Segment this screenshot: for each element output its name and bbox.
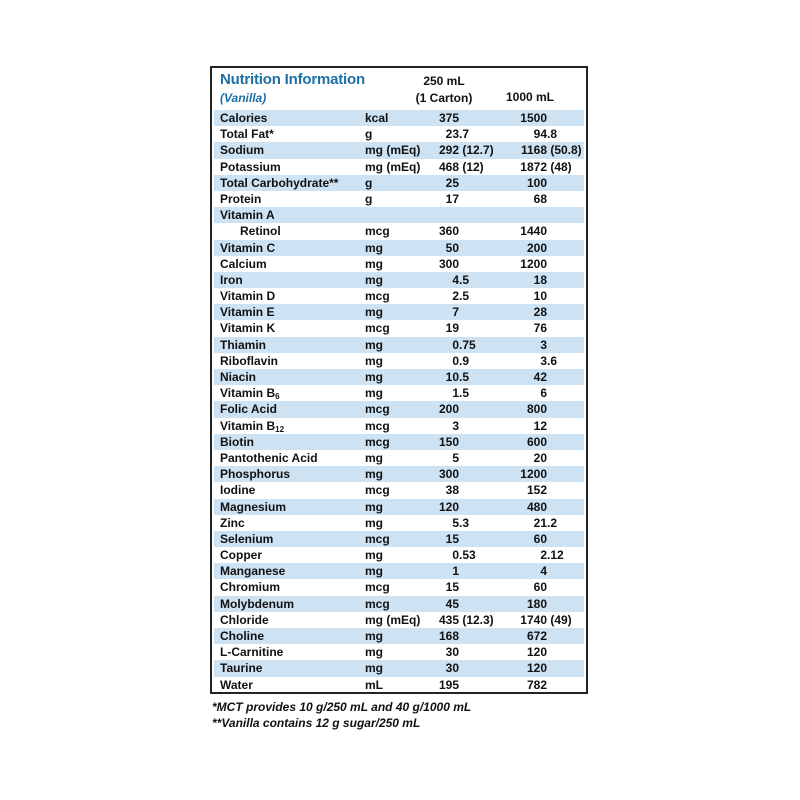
- unit-cell: mg (mEq): [365, 159, 421, 174]
- value-1000ml: 94 .8: [533, 127, 558, 142]
- value-250ml: 30: [445, 661, 459, 676]
- table-row: [214, 207, 584, 223]
- value-1000ml: 120: [526, 645, 547, 660]
- unit-cell: mcg: [365, 483, 390, 498]
- nutrient-label: Pantothenic Acid: [220, 450, 318, 465]
- nutrient-label: Calories: [220, 111, 268, 125]
- table-row: [214, 515, 584, 531]
- value-1000ml: 672: [526, 629, 547, 643]
- nutrient-label: Magnesium: [220, 499, 287, 514]
- table-row: [214, 304, 584, 320]
- value-250ml: 3: [452, 418, 459, 433]
- value-250ml: 23 .7: [445, 127, 470, 142]
- nutrient-label: Chloride: [220, 612, 269, 627]
- table-title: Nutrition Information: [220, 71, 365, 88]
- unit-cell: mg: [365, 661, 383, 676]
- unit-cell: g: [365, 127, 373, 142]
- value-1000ml: 800: [526, 402, 547, 417]
- nutrient-label: Folic Acid: [220, 402, 277, 417]
- table-row: [214, 418, 584, 434]
- value-250ml: 1 .5: [452, 386, 470, 401]
- table-row: [214, 353, 584, 369]
- nutrient-label: Chromium: [220, 580, 280, 595]
- nutrient-label: Sodium: [220, 143, 264, 158]
- value-1000ml: 18: [533, 272, 547, 287]
- table-row: [214, 240, 584, 256]
- value-1000ml: 68: [533, 191, 547, 206]
- value-250ml: 300: [438, 256, 459, 271]
- value-250ml: 4 .5: [452, 272, 470, 287]
- value-250ml: 50: [445, 240, 459, 255]
- unit-cell: mcg: [365, 321, 390, 336]
- nutrient-label: Vitamin E: [220, 305, 275, 320]
- unit-cell: mg: [365, 256, 383, 271]
- value-250ml: 5 .3: [452, 515, 470, 530]
- table-row: [214, 499, 584, 515]
- nutrient-label: Biotin: [220, 434, 254, 449]
- value-250ml: 300: [438, 467, 459, 482]
- value-1000ml: 600: [526, 434, 547, 449]
- value-1000ml: 782: [526, 677, 547, 692]
- nutrient-label: Potassium: [220, 159, 281, 174]
- unit-cell: mcg: [365, 596, 390, 611]
- value-1000ml: 21 .2: [533, 515, 558, 530]
- unit-cell: mg (mEq): [365, 612, 421, 627]
- table-row: [214, 401, 584, 417]
- value-1000ml: 6: [540, 386, 547, 401]
- unit-cell: mcg: [365, 289, 390, 304]
- value-250ml: 200: [438, 402, 459, 417]
- unit-cell: mg: [365, 370, 383, 384]
- table-row: [214, 677, 584, 693]
- value-250ml: 1: [452, 564, 459, 579]
- unit-cell: mg: [365, 548, 383, 563]
- value-250ml: 435 (12.3): [438, 612, 494, 627]
- column-header-250ml-carton: (1 Carton): [415, 91, 473, 105]
- table-row: [214, 531, 584, 547]
- value-250ml: 19: [445, 321, 459, 336]
- column-header-1000ml: 1000 mL: [505, 90, 555, 104]
- unit-cell: mg: [365, 645, 383, 660]
- value-1000ml: 1500: [520, 111, 547, 125]
- column-header-250ml-volume: 250 mL: [423, 74, 465, 88]
- unit-cell: mcg: [365, 224, 390, 239]
- nutrient-label: Vitamin $B_{12}$: [220, 418, 285, 434]
- nutrient-label: Iron: [220, 272, 243, 287]
- value-250ml: 150: [438, 434, 459, 449]
- table-row: [214, 563, 584, 579]
- table-row: [214, 369, 584, 385]
- unit-cell: mg: [365, 450, 383, 465]
- footnote-sugar: **Vanilla contains 12 g sugar/250 mL: [212, 716, 421, 730]
- unit-cell: mg: [365, 629, 383, 643]
- nutrient-label: Copper: [220, 548, 262, 563]
- table-row: [214, 288, 584, 304]
- value-1000ml: 1200: [520, 256, 547, 271]
- value-250ml: 45: [445, 596, 459, 611]
- value-1000ml: 3: [540, 337, 547, 352]
- nutrient-label: Vitamin K: [220, 321, 276, 336]
- value-1000ml: 3 .6: [540, 353, 558, 368]
- table-row: [214, 450, 584, 466]
- nutrient-label: Total Fat*: [220, 127, 274, 142]
- value-250ml: 0 .53: [452, 548, 476, 563]
- value-250ml: 2 .5: [452, 289, 470, 304]
- nutrient-label: Vitamin D: [220, 289, 276, 304]
- unit-cell: mg: [365, 499, 383, 514]
- unit-cell: mg: [365, 564, 383, 579]
- unit-cell: mg: [365, 305, 383, 320]
- table-row: [214, 579, 584, 595]
- table-row: [214, 644, 584, 660]
- unit-cell: mL: [365, 677, 383, 692]
- unit-cell: mcg: [365, 434, 390, 449]
- table-row: [214, 660, 584, 676]
- table-row: [214, 482, 584, 498]
- value-1000ml: 1168 (50.8): [520, 143, 582, 158]
- table-row: [214, 191, 584, 207]
- nutrient-label: Vitamin $B_6$: [220, 386, 280, 402]
- unit-cell: mg: [365, 272, 383, 287]
- unit-cell: mg: [365, 386, 383, 401]
- table-row: [214, 434, 584, 450]
- value-1000ml: 12: [533, 418, 547, 433]
- table-row: [214, 126, 584, 142]
- value-1000ml: 1872 (48): [520, 159, 572, 174]
- unit-cell: mg: [365, 467, 383, 482]
- table-row: [214, 596, 584, 612]
- footnote-mct: *MCT provides 10 g/250 mL and 40 g/1000 mL: [212, 700, 472, 714]
- value-250ml: 17: [445, 191, 459, 206]
- footnotes: [212, 699, 471, 731]
- table-row: [214, 320, 584, 336]
- nutrient-label: Total Carbohydrate**: [220, 175, 339, 190]
- nutrient-label: Thiamin: [220, 337, 267, 352]
- table-row: [214, 547, 584, 563]
- nutrient-label: Water: [220, 677, 253, 692]
- nutrient-label: Protein: [220, 191, 262, 206]
- value-250ml: 292 (12.7): [438, 143, 494, 158]
- unit-cell: mcg: [365, 531, 390, 546]
- nutrient-label: Zinc: [220, 515, 245, 530]
- nutrient-label: Molybdenum: [220, 596, 294, 611]
- table-row: [214, 612, 584, 628]
- value-250ml: 15: [445, 531, 459, 546]
- nutrient-label: Retinol: [240, 224, 281, 239]
- value-1000ml: 42: [533, 370, 547, 384]
- value-1000ml: 1200: [520, 467, 547, 482]
- value-250ml: 0 .9: [452, 353, 470, 368]
- nutrient-label: Riboflavin: [220, 353, 279, 368]
- value-1000ml: 28: [533, 305, 547, 320]
- value-1000ml: 180: [526, 596, 547, 611]
- nutrient-label: Iodine: [220, 483, 256, 498]
- unit-cell: mcg: [365, 418, 390, 433]
- value-1000ml: 200: [526, 240, 547, 255]
- unit-cell: mg: [365, 515, 383, 530]
- nutrient-label: Taurine: [220, 661, 263, 676]
- nutrient-label: Calcium: [220, 256, 267, 271]
- nutrient-label: Manganese: [220, 564, 286, 579]
- nutrient-label-subscript: 6: [275, 392, 280, 402]
- value-1000ml: 1740 (49): [520, 612, 572, 627]
- nutrient-label: Choline: [220, 629, 264, 643]
- table-body: [214, 110, 584, 693]
- table-row: [214, 110, 584, 126]
- nutrient-label: Vitamin C: [220, 240, 276, 255]
- unit-cell: mg: [365, 240, 383, 255]
- table-header: [214, 70, 584, 110]
- value-1000ml: 60: [533, 531, 547, 546]
- value-250ml: 10 .5: [445, 370, 470, 384]
- value-250ml: 7: [452, 305, 459, 320]
- unit-cell: mcg: [365, 402, 390, 417]
- table-subtitle-flavor: (Vanilla): [220, 91, 267, 105]
- unit-cell: kcal: [365, 111, 389, 125]
- value-1000ml: 4: [540, 564, 547, 579]
- value-250ml: 25: [445, 175, 459, 190]
- value-1000ml: 2 .12: [540, 548, 564, 563]
- value-250ml: 195: [438, 677, 459, 692]
- unit-cell: g: [365, 175, 373, 190]
- table-row: [214, 337, 584, 353]
- table-row: [214, 142, 584, 158]
- table-row: [214, 159, 584, 175]
- value-1000ml: 60: [533, 580, 547, 595]
- table-row: [214, 628, 584, 644]
- value-250ml: 38: [445, 483, 459, 498]
- nutrient-label: Phosphorus: [220, 467, 291, 482]
- table-row: [214, 175, 584, 191]
- value-250ml: 360: [438, 224, 459, 239]
- nutrient-label: Selenium: [220, 531, 274, 546]
- nutrient-label: Vitamin A: [220, 208, 275, 223]
- table-row: [214, 223, 584, 239]
- unit-cell: mg (mEq): [365, 143, 421, 158]
- unit-cell: mg: [365, 353, 383, 368]
- nutrient-label: L-Carnitine: [220, 645, 284, 660]
- table-row: [214, 272, 584, 288]
- value-250ml: 30: [445, 645, 459, 660]
- value-1000ml: 20: [533, 450, 547, 465]
- table-row: [214, 466, 584, 482]
- table-row: [214, 385, 584, 401]
- unit-cell: g: [365, 191, 373, 206]
- unit-cell: mcg: [365, 580, 390, 595]
- nutrient-label: Niacin: [220, 370, 257, 384]
- value-1000ml: 100: [526, 175, 547, 190]
- value-250ml: 468 (12): [438, 159, 484, 174]
- value-250ml: 15: [445, 580, 459, 595]
- value-1000ml: 10: [533, 289, 547, 304]
- value-250ml: 120: [438, 499, 459, 514]
- table-row: [214, 256, 584, 272]
- value-1000ml: 152: [526, 483, 547, 498]
- value-250ml: 168: [438, 629, 459, 643]
- value-250ml: 5: [452, 450, 459, 465]
- value-1000ml: 1440: [520, 224, 547, 239]
- nutrition-table: [210, 66, 588, 694]
- value-1000ml: 480: [526, 499, 547, 514]
- value-1000ml: 120: [526, 661, 547, 676]
- unit-cell: mg: [365, 337, 383, 352]
- nutrient-label-subscript: 12: [275, 424, 285, 434]
- value-1000ml: 76: [533, 321, 547, 336]
- value-250ml: 0 .75: [452, 337, 476, 352]
- value-250ml: 375: [438, 111, 459, 125]
